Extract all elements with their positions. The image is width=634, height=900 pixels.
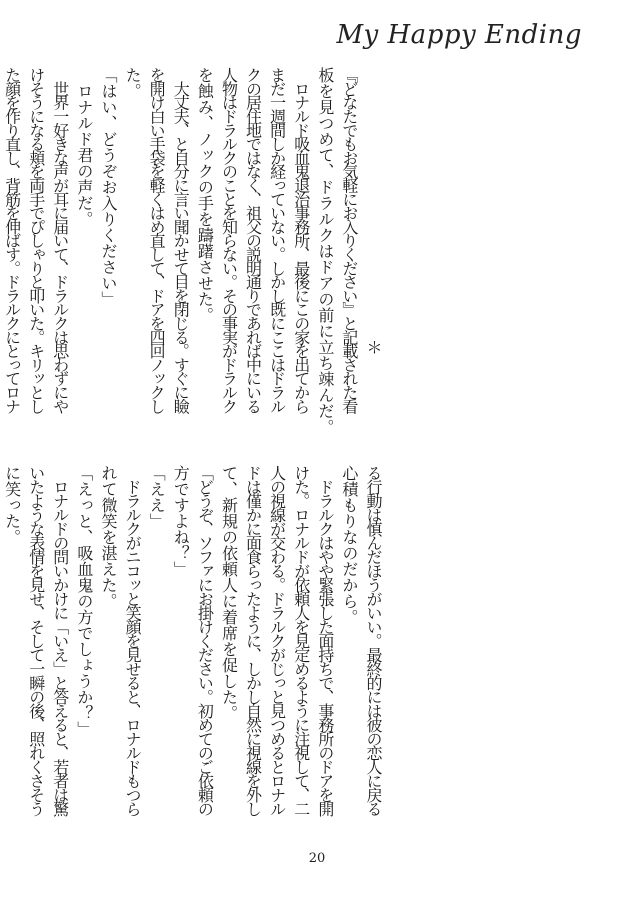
upper_block-line: けそうになる頬を両手でぴしゃりと叩いた。キリッとし [26,67,46,413]
upper_block-line: た顔を作り直し、背筋を伸ばす。ドラルクにとってロナ [2,67,22,413]
lower_block-line: 「どうぞ、ソファにお掛けください。初めてのご依頼の [195,465,215,815]
lower_block-line: けた。ロナルドが依頼人を見定めるように注視して、二 [291,465,311,815]
lower_block-line: に笑った。 [2,465,22,545]
upper_block-line: 「はい、どうぞお入りください」 [98,67,118,307]
upper_block-line: ロナルド吸血鬼退治事務所、最後にこの家を出てから [291,67,311,413]
lower-text-block [2,465,385,815]
lower_block-line: いたような表情を見せ、そして一瞬の後、照れくさそう [26,465,46,815]
upper_block-line: を開け白い手袋を軽くはめ直して、ドアを四回ノックし [147,67,167,413]
lower_block-line: 人の視線が交わる。ドラルクがじっと見つめるとロナル [267,465,287,815]
lower_block-line: 方ですよね？」 [171,465,191,577]
lower_block-line: 心積もりなのだから。 [339,465,359,625]
upper_block-line: ＊ [364,67,383,355]
lower_block-line: て、新規の依頼人に着席を促した。 [219,465,239,721]
upper_block-line: を蝕み、ノックの手を躊躇させた。 [195,67,215,323]
upper_block-line: まだ一週間しか経っていない。しかし既にここはドラル [267,67,287,413]
upper_block-line: クの居住地ではなく、祖父の説明通りであれば中にいる [243,67,263,413]
lower_block-line: ドラルクはやや緊張した面持ちで、事務所のドアを開 [315,465,335,815]
upper_block-line: 大丈夫、と自分に言い聞かせて目を閉じる。すぐに瞼 [171,67,191,413]
page-number: 20 [308,851,326,866]
upper_block-line: 板を見つめて、ドラルクはドアの前に立ち竦んだ。 [315,67,335,435]
running-header-title: My Happy Ending [336,20,582,50]
lower_block-line: 「ええ」 [147,465,167,529]
upper-text-block [2,67,385,435]
upper_block-line: 世界一好きな声が耳に届いて、ドラルクは思わずにや [50,67,70,413]
lower_block-line: ドは僅かに面食らったように、しかし自然に視線を外し [243,465,263,815]
lower_block-line: ドラルクがニコッと笑顔を見せると、ロナルドもつら [123,465,143,815]
upper_block-line: 『どなたでもお気軽にお入りください』と記載された看 [339,67,359,413]
lower_block-line: 「えっと、吸血鬼の方でしょうか？」 [74,465,94,737]
lower_block-line: れて微笑を湛えた。 [98,465,118,609]
lower_block-line: ロナルドの問いかけに「いえ」と答えると、若者は驚 [50,465,70,815]
upper_block-line: ロナルド君の声だ。 [74,67,94,227]
upper_block-line: た。 [123,67,143,99]
upper_block-line: 人物はドラルクのことを知らない。その事実がドラルク [219,67,239,413]
lower_block-line: る行動は慎んだほうがいい。最終的には彼の恋人に戻る [364,465,383,815]
